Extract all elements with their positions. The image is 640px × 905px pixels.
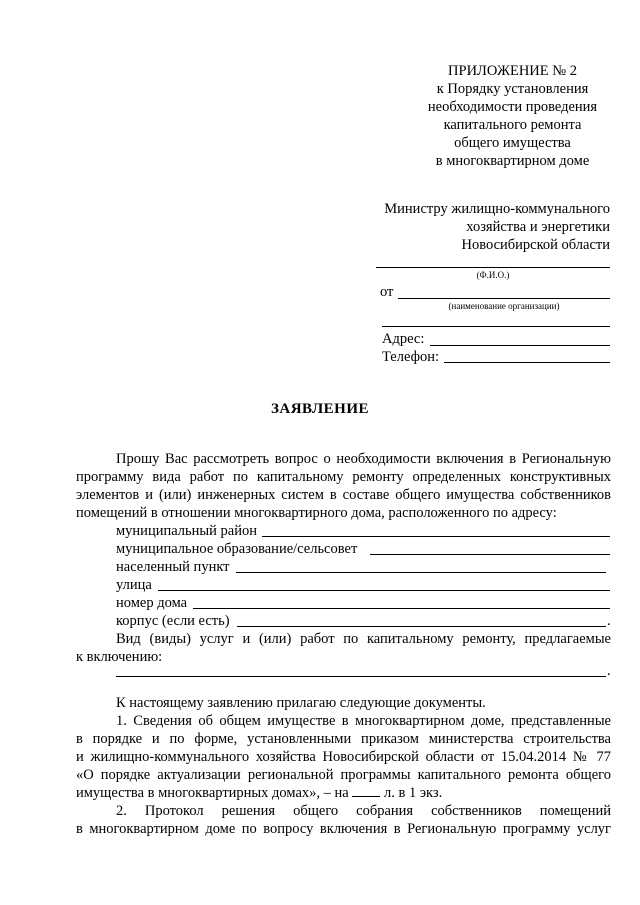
field-line-district <box>262 536 610 537</box>
page-title: ЗАЯВЛЕНИЕ <box>270 401 370 417</box>
field-label-settlement: населенный пункт <box>116 559 230 575</box>
field-label-house: номер дома <box>116 595 188 611</box>
appendix-line: общего имущества <box>454 135 571 151</box>
addressee-block <box>360 200 610 254</box>
doc-item-line: и жилищно-коммунального хозяйства Новосибирской области от 15.04.2014 № 77 <box>76 749 611 765</box>
appendix-title: ПРИЛОЖЕНИЕ № 2 <box>448 63 577 79</box>
doc-item-line: «О порядке актуализации региональной программы капитального ремонта общего <box>76 767 611 783</box>
services-period: . <box>607 663 611 679</box>
doc-item-line: 2. Протокол решения общего собрания собственников помещений <box>116 803 611 819</box>
appendix-line: в многоквартирном доме <box>435 153 590 169</box>
services-line: Вид (виды) услуг и (или) работ по капитальному ремонту, предлагаемые <box>116 631 611 647</box>
doc-item-line: имущества в многоквартирных домах», – на л. в 1 экз. <box>76 785 443 801</box>
field-line-building <box>237 626 606 627</box>
phone-label: Телефон: <box>382 349 440 365</box>
appendix-block <box>400 62 625 170</box>
doc-item-line: в порядке и по форме, установленными приказом министерства строительства <box>76 731 611 747</box>
intro-line: элементов и (или) инженерных систем в составе общего имущества собственников <box>76 487 611 503</box>
intro-line: Прошу Вас рассмотреть вопрос о необходимости включения в Региональную <box>116 451 611 467</box>
intro-line: помещений в отношении многоквартирного дома, расположенного по адресу: <box>76 505 557 521</box>
addressee-line: Новосибирской области <box>461 237 610 253</box>
field-building-period: . <box>607 613 611 629</box>
field-label-street: улица <box>116 577 152 593</box>
docs-intro: К настоящему заявлению прилагаю следующие документы. <box>116 695 486 711</box>
field-line-house <box>193 608 610 609</box>
fio-line <box>376 267 610 268</box>
from-label: от <box>380 284 394 300</box>
services-field-line <box>116 676 606 677</box>
doc-item-1 <box>76 712 611 802</box>
phone-line <box>444 362 610 363</box>
addressee-line: хозяйства и энергетики <box>466 219 610 235</box>
doc-item-2 <box>76 802 611 838</box>
fio-caption: (Ф.И.О.) <box>476 270 510 280</box>
field-line-municipality <box>370 554 610 555</box>
from-line <box>398 298 610 299</box>
doc-item-line: 1. Сведения об общем имуществе в многоквартирном доме, представленные <box>116 713 611 729</box>
doc-item-line: в многоквартирном доме по вопросу включения в Региональную программу услуг <box>76 821 611 837</box>
appendix-line: к Порядку установления <box>436 81 589 97</box>
field-label-district: муниципальный район <box>116 523 257 539</box>
address-top-line <box>382 326 610 327</box>
services-line: к включению: <box>76 649 163 665</box>
intro-line: программу вида работ по капитальному ремонту определенных конструктивных <box>76 469 611 485</box>
field-label-building: корпус (если есть) <box>116 613 230 629</box>
field-label-municipality: муниципальное образование/сельсовет <box>116 541 358 557</box>
org-caption: (наименование организации) <box>448 301 560 311</box>
address-line <box>430 345 610 346</box>
field-line-street <box>158 590 610 591</box>
pages-blank <box>352 784 380 797</box>
field-line-settlement <box>236 572 606 573</box>
addressee-line: Министру жилищно-коммунального <box>384 201 610 217</box>
address-label: Адрес: <box>382 331 425 347</box>
intro-paragraph <box>76 450 611 522</box>
appendix-line: капитального ремонта <box>443 117 582 133</box>
appendix-line: необходимости проведения <box>427 99 598 115</box>
